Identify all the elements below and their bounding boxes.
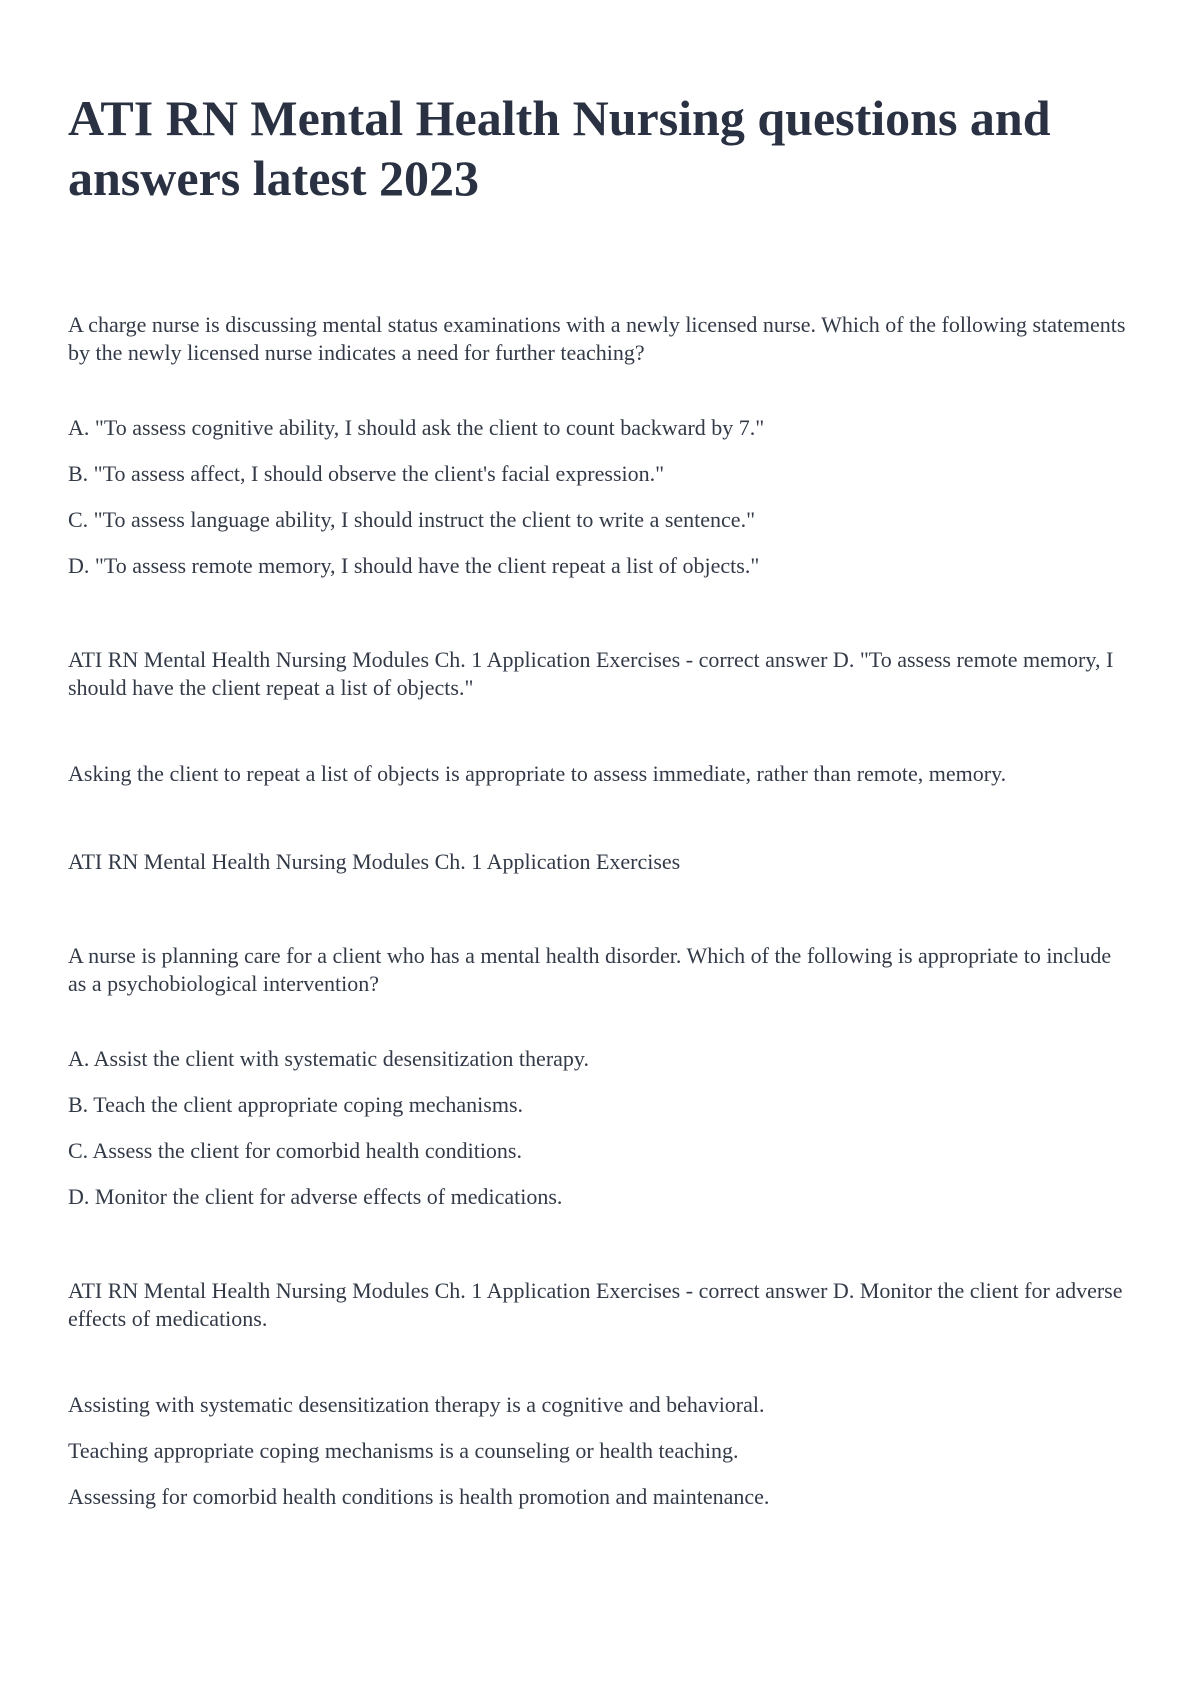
question-1-option-a: A. "To assess cognitive ability, I should ask the client to count backward by 7." — [68, 415, 765, 440]
question-1-option-c: C. "To assess language ability, I should instruct the client to write a sentence." — [68, 507, 756, 532]
question-2-answer: ATI RN Mental Health Nursing Modules Ch. 1 Application Exercises - correct answer D. Monitor the client for adverse effects of medications. — [68, 1278, 1123, 1331]
question-1-text: A charge nurse is discussing mental status examinations with a newly licensed nurse. Which of the following statements by the newly licensed nurse indicates a need for further teaching? — [68, 312, 1126, 365]
question-2-option-c: C. Assess the client for comorbid health conditions. — [68, 1138, 522, 1163]
question-2-option-b: B. Teach the client appropriate coping mechanisms. — [68, 1092, 524, 1117]
question-2-option-d: D. Monitor the client for adverse effects of medications. — [68, 1184, 563, 1209]
question-1-source: ATI RN Mental Health Nursing Modules Ch. 1 Application Exercises — [68, 849, 681, 874]
question-2-rationale-3: Assessing for comorbid health conditions is health promotion and maintenance. — [68, 1484, 770, 1509]
question-1-rationale: Asking the client to repeat a list of objects is appropriate to assess immediate, rather than remote, memory. — [68, 761, 1007, 786]
page-title: ATI RN Mental Health Nursing questions and answers latest 2023 — [68, 90, 1051, 206]
question-2-rationale-2: Teaching appropriate coping mechanisms is a counseling or health teaching. — [68, 1438, 739, 1463]
question-2-text: A nurse is planning care for a client who has a mental health disorder. Which of the following is appropriate to include as a psychobiological intervention? — [68, 943, 1112, 996]
question-1-answer: ATI RN Mental Health Nursing Modules Ch. 1 Application Exercises - correct answer D. "To assess remote memory, I should have the client repeat a list of objects." — [68, 647, 1114, 700]
question-2-option-a: A. Assist the client with systematic desensitization therapy. — [68, 1046, 589, 1071]
question-2-rationale-1: Assisting with systematic desensitization therapy is a cognitive and behavioral. — [68, 1392, 765, 1417]
question-1-option-b: B. "To assess affect, I should observe the client's facial expression." — [68, 461, 665, 486]
question-1-option-d: D. "To assess remote memory, I should have the client repeat a list of objects." — [68, 553, 760, 578]
